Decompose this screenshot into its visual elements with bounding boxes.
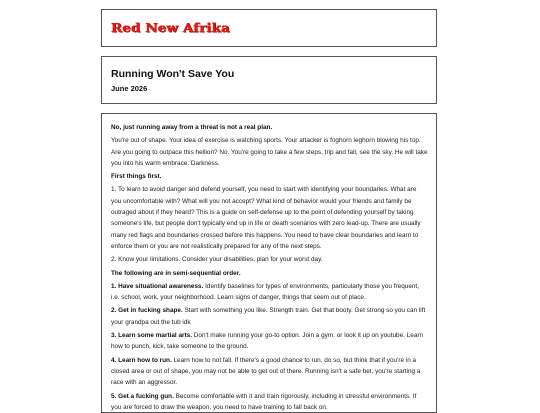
intro-heading: No, just running away from a threat is not a real plan. bbox=[111, 124, 273, 131]
step-text: Don't make running your go-to option. Join a gym. or look it up on youtube. Learn how to punch, kick, take someone to the ground. bbox=[111, 332, 424, 351]
step-text: Identify baselines for types of environments, particularly those you frequent, i.e. school, work, your neighborhood. Learn signs of danger, things that seem out of place. bbox=[111, 282, 419, 302]
site-header bbox=[101, 9, 437, 47]
step-text: Learn how to not fall. If there's a good chance to run, do so, but think that if you're in a closed area or out of shape, you may not be able to get out of there. Running isn't a safe bet, you're starting a race with an aggressor. bbox=[111, 356, 421, 387]
first-things-heading: First things first. bbox=[111, 173, 162, 181]
step-label: 3. Learn some martial arts. bbox=[111, 332, 192, 340]
step-item bbox=[111, 391, 428, 413]
article-title: Running Won't Save You bbox=[111, 68, 235, 80]
point-2: 2. Know your limitations. Consider your disabilities, plan for your worst day. bbox=[111, 256, 323, 264]
step-label: 1. Have situational awareness. bbox=[111, 282, 204, 290]
step-text: Start with something you like. Strength train. Get that booty. Get strong so you can lift your grandpa out the tub idk bbox=[111, 307, 426, 326]
step-label: 2. Get in fucking shape. bbox=[111, 307, 183, 315]
step-item bbox=[111, 281, 428, 304]
step-item bbox=[111, 330, 428, 353]
point-1: 1. To learn to avoid danger and defend yourself, you need to start with identifying your boundaries. What are you uncomfortable with? What will you not accept? What kind of behavior would your friends and family be outraged about if they heard? This is a guide on self-defense up to the point of defending yourself by taking someone's life, but people don't typically end up in life or death scenarios with zero lead-up. There are usually many red flags and boundaries crossed before this happens. You need to have clear boundaries and learn to enforce them or you are not realistically prepared for any of the next steps. bbox=[111, 186, 421, 250]
intro-paragraph: You're out of shape. Your idea of exercise is watching sports. Your attacker is foghorn leghorn blowing his top. Are you going to outpace this hellion? No. You're going to take a few steps, trip and fall, see the sky. He will take you into his warm embrace. Darkness. bbox=[111, 137, 428, 167]
step-label: 4. Learn how to run. bbox=[111, 356, 172, 364]
step-label: 5. Get a fucking gun. bbox=[111, 392, 174, 400]
site-logo[interactable]: Red New Afrika bbox=[111, 21, 230, 36]
article-header bbox=[101, 56, 437, 104]
sequence-heading: The following are in semi-sequential order. bbox=[111, 269, 241, 277]
step-item bbox=[111, 305, 428, 328]
step-item bbox=[111, 355, 428, 389]
article-date: June 2026 bbox=[111, 84, 148, 93]
article-body bbox=[101, 113, 437, 413]
step-text: Become comfortable with it and train rigorously, including in stressful environments. If you are forced to draw the weapon, you need to have training to fall back on. bbox=[111, 392, 417, 411]
